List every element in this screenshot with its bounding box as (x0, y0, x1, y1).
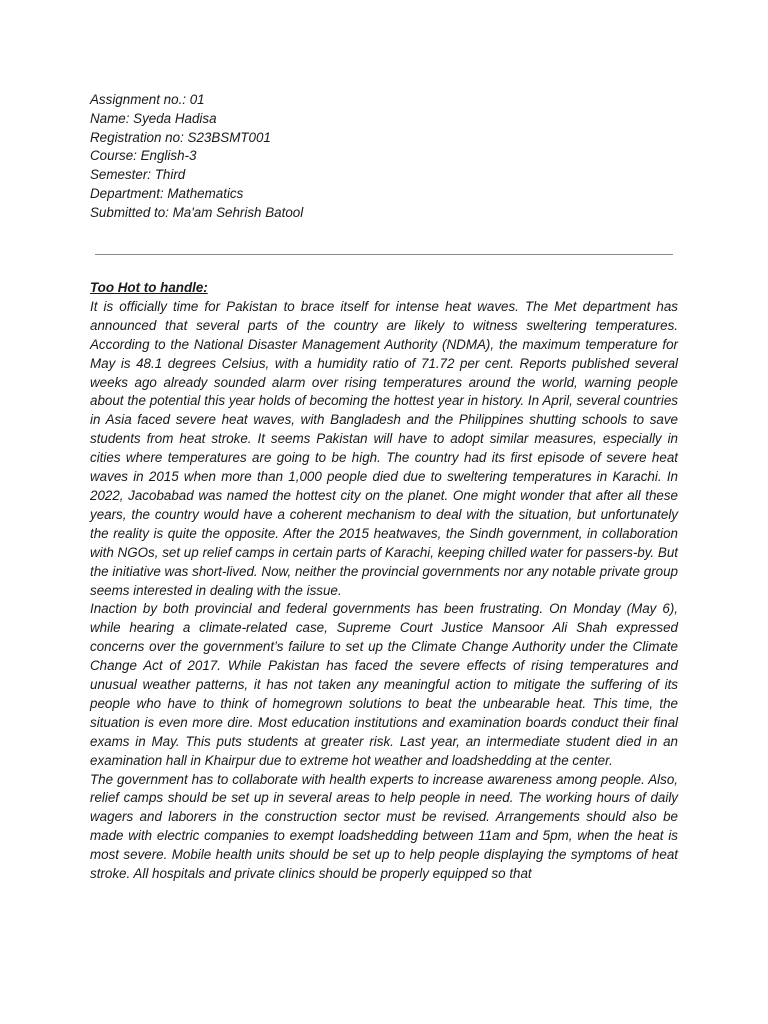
submitted-to: Submitted to: Ma'am Sehrish Batool (90, 204, 304, 220)
horizontal-divider (95, 254, 673, 255)
registration-number: Registration no: S23BSMT001 (90, 129, 271, 145)
article-paragraph-3: The government has to collaborate with health experts to increase awareness among people. Also, relief camps should be set up in several areas to help people in need. The working hours of daily wagers and laborers in the construction sector must be revised. Arrangements should also be made with electric companies to exempt loadshedding between 11am and 5pm, when the heat is most severe. Mobile health units should be set up to help people displaying the symptoms of heat stroke. All hospitals and private clinics should be properly equipped so that (90, 771, 678, 882)
semester: Semester: Third (90, 167, 186, 183)
assignment-details (90, 91, 678, 223)
course-name: Course: English-3 (90, 148, 197, 164)
article-paragraph-2: Inaction by both provincial and federal governments has been frustrating. On Monday (May 6), while hearing a climate-related case, Supreme Court Justice Mansoor Ali Shah expressed concerns over the government’s failure to set up the Climate Change Authority under the Climate Change Act of 2017. While Pakistan has faced the severe effects of rising temperatures and unusual weather patterns, it has not taken any meaningful action to mitigate the suffering of its people who have to think of homegrown solutions to beat the unbearable heat. This time, the situation is even more dire. Most education institutions and examination boards conduct their final exams in May. This puts students at greater risk. Last year, an intermediate student died in an examination hall in Khairpur due to extreme hot weather and loadshedding at the center. (90, 601, 678, 768)
document-header (90, 91, 678, 223)
department: Department: Mathematics (90, 185, 244, 201)
student-name: Name: Syeda Hadisa (90, 110, 217, 126)
assignment-number: Assignment no.: 01 (90, 92, 205, 107)
article-paragraph-1: It is officially time for Pakistan to brace itself for intense heat waves. The Met department has announced that several parts of the country are likely to witness sweltering temperatures. According to the National Disaster Management Authority (NDMA), the maximum temperature for May is 48.1 degrees Celsius, with a humidity ratio of 71.72 per cent. Reports published several weeks ago already sounded alarm over rising temperatures around the world, warning people about the potential this year holds of becoming the hottest year in history. In April, several countries in Asia faced severe heat waves, with Bangladesh and the Philippines shutting schools to save students from heat stroke. It seems Pakistan will have to adopt similar measures, especially in cities where temperatures are going to be high. The country had its first episode of severe heat waves in 2015 when more than 1,000 people died due to sweltering temperatures in Karachi. In 2022, Jacobabad was named the hottest city on the planet. One might wonder that after all these years, the country would have a coherent mechanism to deal with the situation, but unfortunately the reality is quite the opposite. After the 2015 heatwaves, the Sindh government, in collaboration with NGOs, set up relief camps in certain parts of Karachi, keeping chilled water for passers-by. But the initiative was short-lived. Now, neither the provincial governments nor any notable private group seems interested in dealing with the issue. (90, 298, 678, 598)
article-title: Too Hot to handle: (90, 280, 208, 295)
article-body (90, 279, 678, 884)
